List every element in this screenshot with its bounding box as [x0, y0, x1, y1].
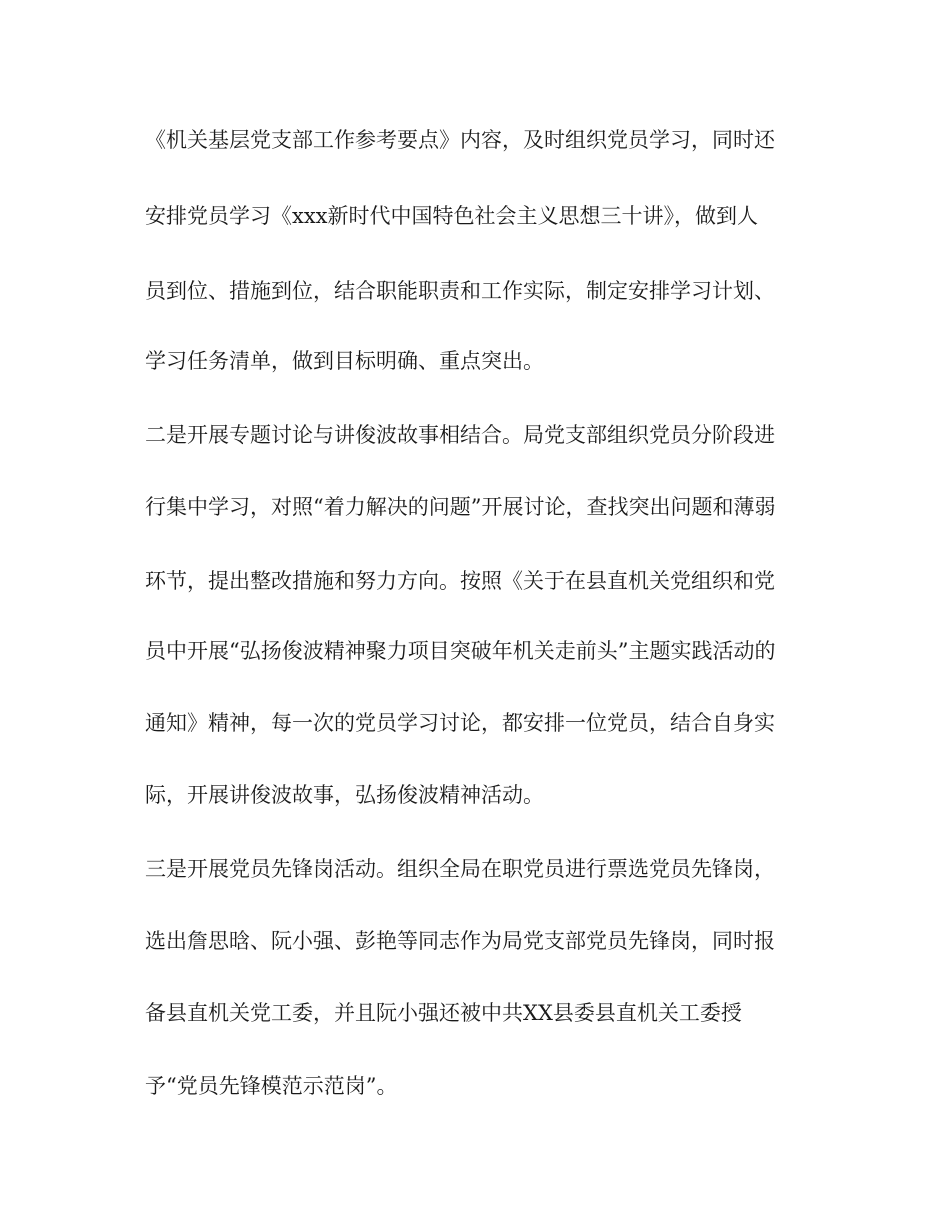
text-line-9: 通知》精神，每一次的党员学习讨论，都安排一位党员，结合自身实 — [145, 711, 775, 735]
text-line-10: 际，开展讲俊波故事，弘扬俊波精神活动。 — [145, 783, 544, 807]
text-line-4: 学习任务清单，做到目标明确、重点突出。 — [145, 349, 544, 373]
text-line-12: 选出詹思晗、阮小强、彭艳等同志作为局党支部党员先锋岗，同时报 — [145, 929, 775, 953]
text-line-2: 安排党员学习《xxx新时代中国特色社会主义思想三十讲》，做到人 — [145, 204, 759, 228]
text-line-13: 备县直机关党工委，并且阮小强还被中共XX县委县直机关工委授 — [145, 1001, 742, 1025]
text-line-8: 员中开展“弘扬俊波精神聚力项目突破年机关走前头”主题实践活动的 — [145, 639, 776, 663]
text-line-14: 予“党员先锋模范示范岗”。 — [145, 1074, 398, 1098]
text-line-11: 三是开展党员先锋岗活动。组织全局在职党员进行票选党员先锋岗， — [145, 857, 775, 881]
text-line-3: 员到位、措施到位，结合职能职责和工作实际，制定安排学习计划、 — [145, 279, 775, 303]
text-line-6: 行集中学习，对照“着力解决的问题”开展讨论，查找突出问题和薄弱 — [145, 495, 776, 519]
text-line-5: 二是开展专题讨论与讲俊波故事相结合。局党支部组织党员分阶段进 — [145, 423, 775, 447]
text-line-7: 环节，提出整改措施和努力方向。按照《关于在县直机关党组织和党 — [145, 569, 775, 593]
text-line-1: 《机关基层党支部工作参考要点》内容，及时组织党员学习，同时还 — [145, 128, 775, 152]
